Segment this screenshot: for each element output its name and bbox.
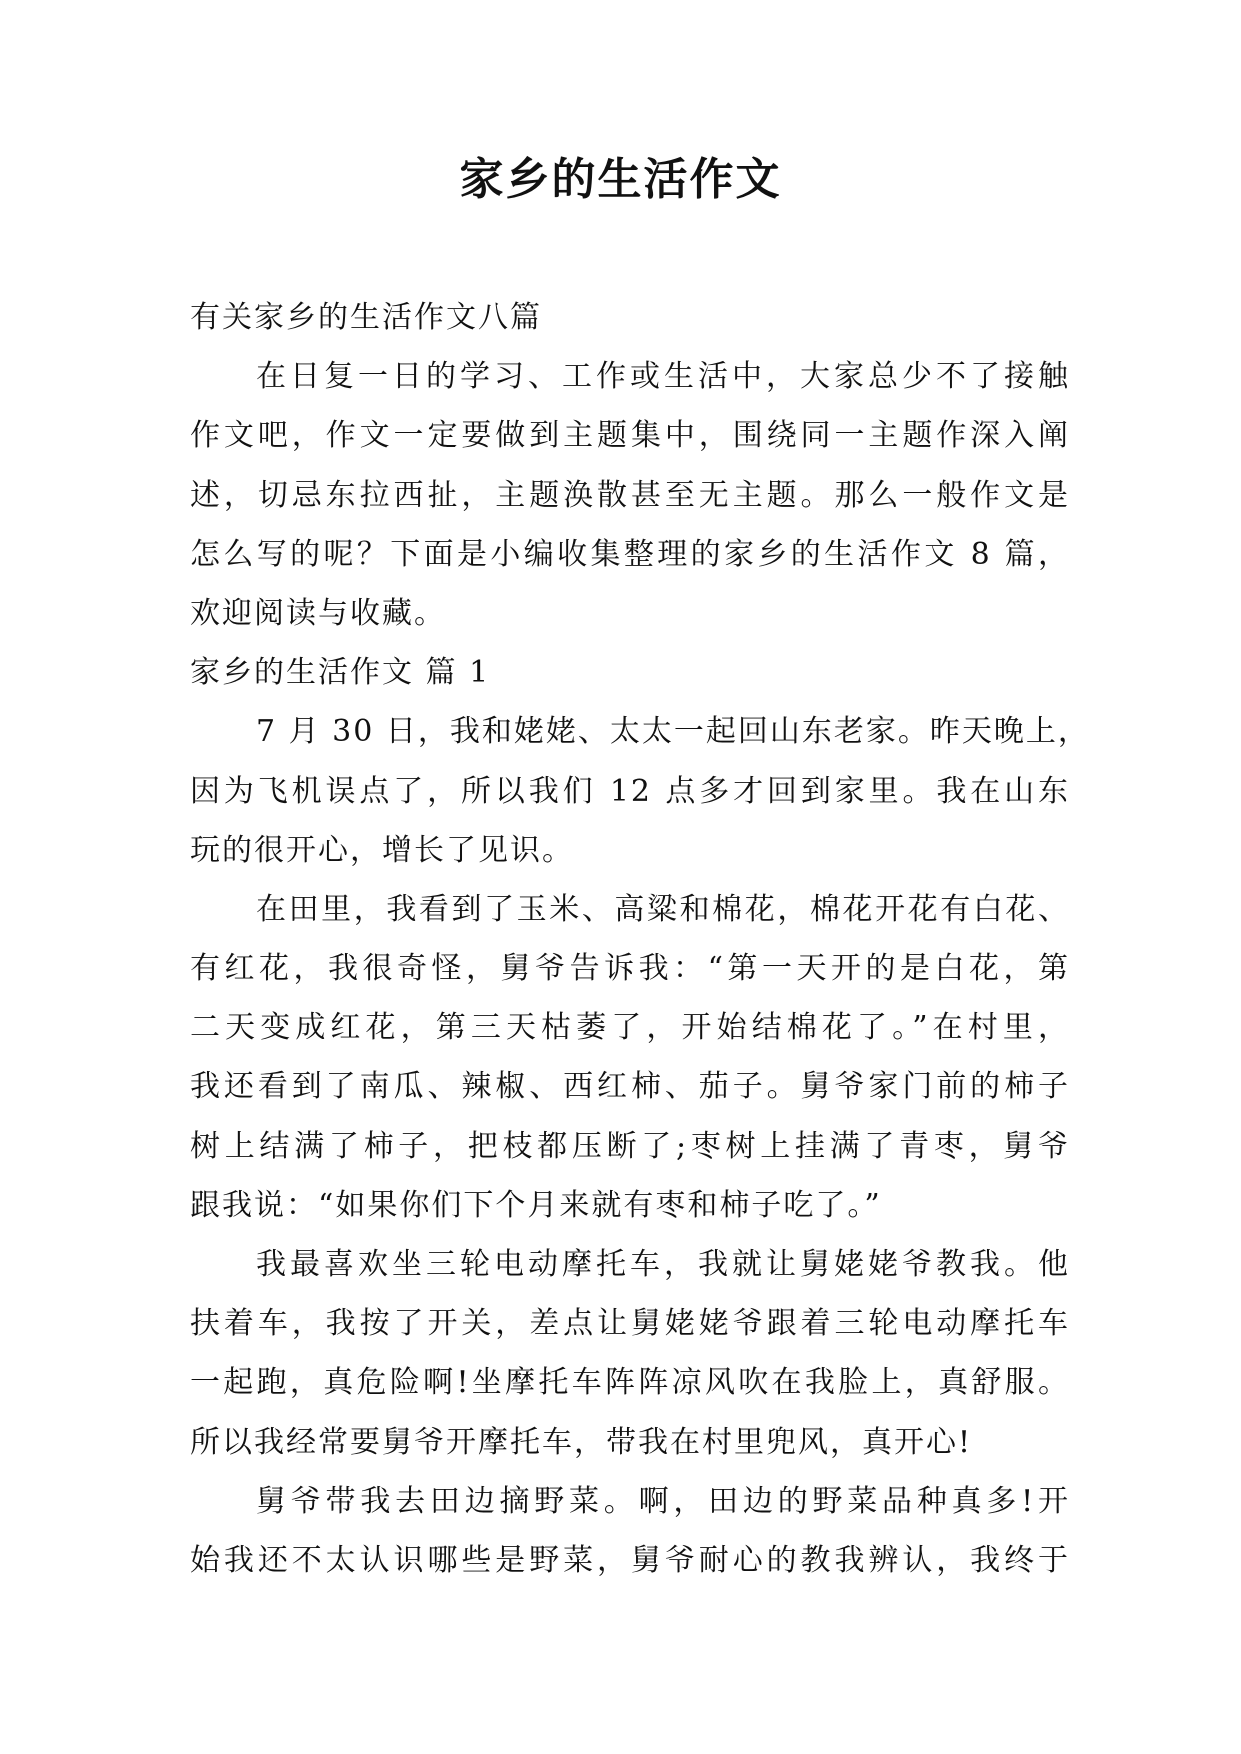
paragraph-line: 作文吧，作文一定要做到主题集中，围绕同一主题作深入阐 — [190, 418, 1070, 454]
paragraph-line: 树上结满了柿子，把枝都压断了;枣树上挂满了青枣，舅爷 — [190, 1128, 1070, 1164]
paragraph-line: 我最喜欢坐三轮电动摩托车，我就让舅姥姥爷教我。他 — [256, 1247, 1070, 1282]
page-title: 家乡的生活作文 — [459, 154, 782, 205]
paragraph-line: 7 月 30 日，我和姥姥、太太一起回山东老家。昨天晚上， — [256, 714, 1090, 750]
paragraph-line: 舅爷带我去田边摘野菜。啊，田边的野菜品种真多!开 — [256, 1483, 1070, 1519]
document-body — [190, 288, 1090, 1590]
paragraph-line: 跟我说：“如果你们下个月来就有枣和柿子吃了。” — [190, 1187, 882, 1223]
paragraph-line: 在田里，我看到了玉米、高粱和棉花，棉花开花有白花、 — [256, 891, 1070, 927]
paragraph-line: 有红花，我很奇怪，舅爷告诉我：“第一天开的是白花，第 — [190, 951, 1070, 987]
paragraph-line: 扶着车，我按了开关，差点让舅姥姥爷跟着三轮电动摩托车 — [190, 1306, 1070, 1342]
paragraph-line: 我还看到了南瓜、辣椒、西红柿、茄子。舅爷家门前的柿子 — [190, 1069, 1070, 1105]
paragraph-line: 怎么写的呢？下面是小编收集整理的家乡的生活作文 8 篇， — [190, 536, 1070, 572]
section-heading: 家乡的生活作文 篇 1 — [190, 655, 491, 691]
section-heading: 有关家乡的生活作文八篇 — [190, 300, 542, 335]
paragraph-line: 述，切忌东拉西扯，主题涣散甚至无主题。那么一般作文是 — [190, 477, 1070, 513]
paragraph-line: 欢迎阅读与收藏。 — [190, 595, 446, 631]
paragraph-line: 在日复一日的学习、工作或生活中，大家总少不了接触 — [256, 359, 1070, 395]
paragraph-line: 玩的很开心，增长了见识。 — [190, 832, 574, 868]
paragraph-line: 一起跑，真危险啊!坐摩托车阵阵凉风吹在我脸上，真舒服。 — [190, 1365, 1070, 1401]
paragraph-line: 所以我经常要舅爷开摩托车，带我在村里兜风，真开心! — [190, 1424, 973, 1460]
paragraph-line: 始我还不太认识哪些是野菜，舅爷耐心的教我辨认，我终于 — [190, 1542, 1070, 1578]
paragraph-line: 因为飞机误点了，所以我们 12 点多才回到家里。我在山东 — [190, 773, 1070, 809]
paragraph-line: 二天变成红花，第三天枯萎了，开始结棉花了。”在村里， — [190, 1010, 1070, 1046]
